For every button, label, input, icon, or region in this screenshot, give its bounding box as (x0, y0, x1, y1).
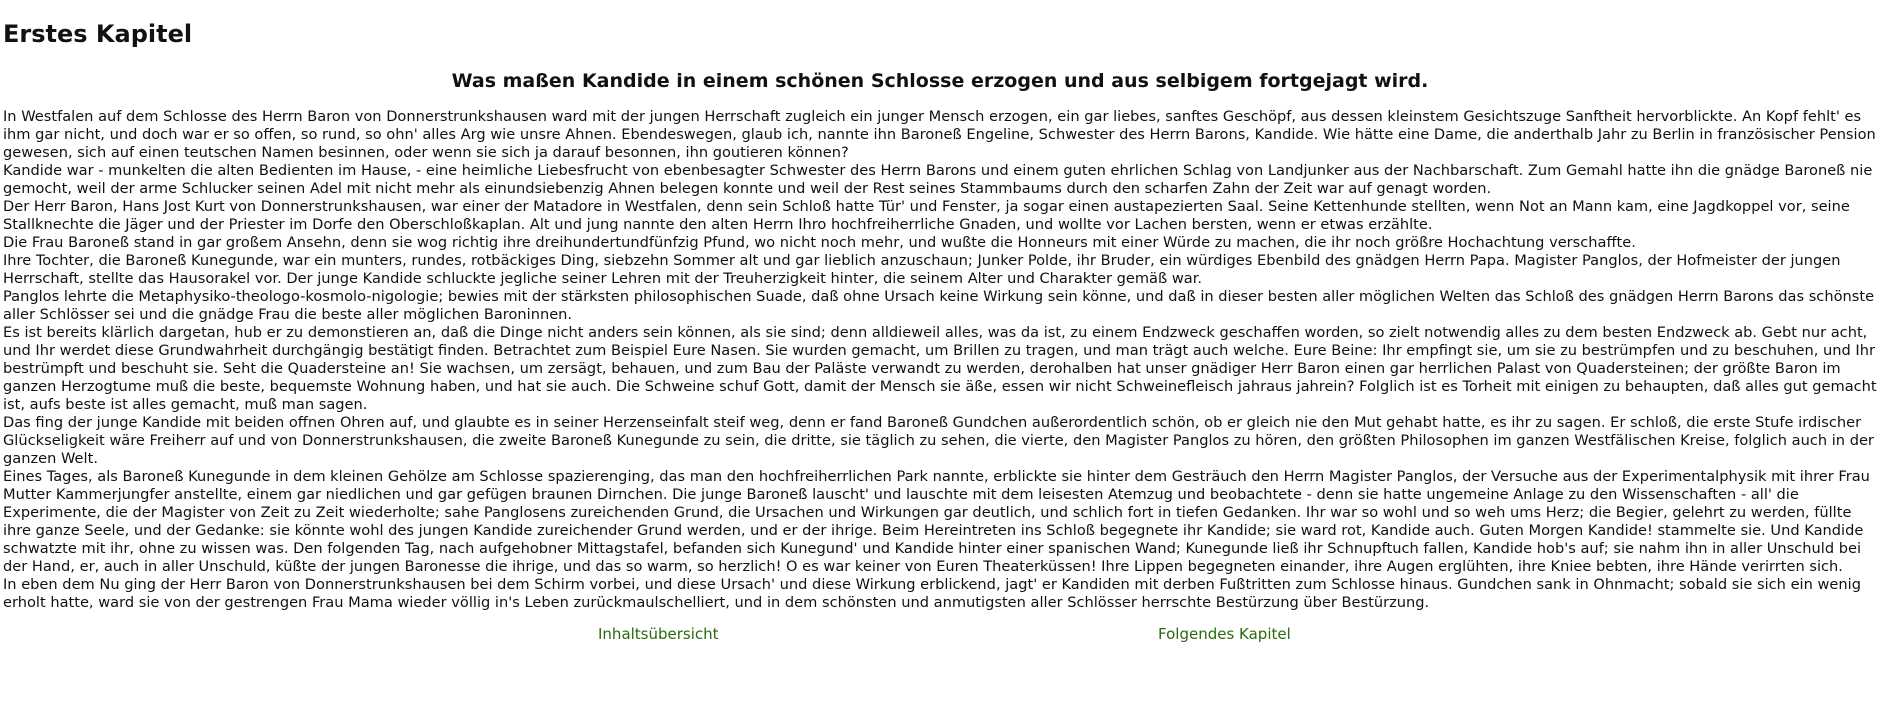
paragraph: Panglos lehrte die Metaphysiko-theologo-kosmolo-nigologie; bewies mit der stärksten philosophischen Suade, daß ohne Ursach keine Wirkung sein könne, und daß in dieser besten aller möglichen Welten das Schloß des gnädgen Herrn Barons das schönste aller Schlösser sei und die gnädge Frau die beste aller möglichen Baroninnen. (3, 288, 1875, 323)
table-of-contents-link[interactable]: Inhaltsübersicht (598, 625, 719, 643)
paragraph: Die Frau Baroneß stand in gar großem Ansehn, denn sie wog richtig ihre dreihundertundfünfzig Pfund, wo nicht noch mehr, und wußte die Honneurs mit einer Würde zu machen, die ihr noch größre Hochachtung verschaffte. (3, 234, 1636, 251)
chapter-subtitle: Was maßen Kandide in einem schönen Schlosse erzogen und aus selbigem fortgejagt wird. (451, 70, 1429, 92)
paragraph: Es ist bereits klärlich dargetan, hub er zu demonstieren an, daß die Dinge nicht anders sein können, als sie sind; denn alldieweil alles, was da ist, zu einem Endzweck geschaffen worden, so zielt notwendig alles zu dem besten Endzweck ab. Gebt nur acht, und Ihr werdet diese Grundwahrheit durchgängig bestätigt finden. Betrachtet zum Beispiel Eure Nasen. Sie wurden gemacht, um Brillen zu tragen, und man trägt auch welche. Eure Beine: Ihr empfingt sie, um sie zu bestrümpfen und zu beschuhen, und Ihr bestrümpft und beschuht sie. Seht die Quadersteine an! Sie wachsen, um zersägt, behauen, und zum Bau der Paläste verwandt zu werden, derohalben hat unser gnädiger Herr Baron einen gar herrlichen Palast von Quadersteinen; der größte Baron im ganzen Herzogtume muß die beste, bequemste Wohnung haben, und hat sie auch. Die Schweine schuf Gott, damit der Mensch sie äße, essen wir nicht Schweinefleisch jahraus jahrein? Folglich ist es Torheit mit einigen zu behaupten, daß alles gut gemacht ist, aufs beste ist alles gemacht, muß man sagen. (3, 324, 1877, 413)
paragraph: Ihre Tochter, die Baroneß Kunegunde, war ein munters, rundes, rotbäckiges Ding, siebzehn Sommer alt und gar lieblich anzuschaun; Junker Polde, ihr Bruder, ein würdiges Ebenbild des gnädgen Herrn Papa. Magister Panglos, der Hofmeister der jungen Herrschaft, stellte das Hausorakel vor. Der junge Kandide schluckte jegliche seiner Lehren mit der Treuherzigkeit hinter, die seinem Alter und Charakter gemäß war. (3, 252, 1841, 287)
paragraph: Das fing der junge Kandide mit beiden offnen Ohren auf, und glaubte es in seiner Herzenseinfalt steif weg, denn er fand Baroneß Gundchen außerordentlich schön, ob er gleich nie den Mut gehabt hatte, es ihr zu sagen. Er schloß, die erste Stufe irdischer Glückseligkeit wäre Freiherr auf und von Donnerstrunkshausen, die zweite Baroneß Kunegunde zu sein, die dritte, sie täglich zu sehen, die vierte, den Magister Panglos zu hören, den größten Philosophen im ganzen Westfälischen Kreise, folglich auch in der ganzen Welt. (3, 414, 1874, 467)
paragraph: In Westfalen auf dem Schlosse des Herrn Baron von Donnerstrunkshausen ward mit der jungen Herrschaft zugleich ein junger Mensch erzogen, ein gar liebes, sanftes Geschöpf, aus dessen kleinstem Gesichtszuge Sanftheit hervorblickte. An Kopf fehlt' es ihm gar nicht, und doch war er so offen, so rund, so ohn' alles Arg wie unsre Ahnen. Ebendeswegen, glaub ich, nannte ihn Baroneß Engeline, Schwester des Herrn Barons, Kandide. Wie hätte eine Dame, die anderthalb Jahr zu Berlin in französischer Pension gewesen, sich auf einen teutschen Namen besinnen, oder wenn sie sich ja darauf besonnen, ihn goutieren können? (3, 108, 1876, 161)
chapter-navigation (3, 625, 1877, 649)
paragraph: In eben dem Nu ging der Herr Baron von Donnerstrunkshausen bei dem Schirm vorbei, und diese Ursach' und diese Wirkung erblickend, jagt' er Kandiden mit derben Fußtritten zum Schlosse hinaus. Gundchen sank in Ohnmacht; sobald sie sich ein wenig erholt hatte, ward sie von der gestrengen Frau Mama wieder völlig in's Leben zurückmaulschelliert, und in dem schönsten und anmutigsten aller Schlösser herrschte Bestürzung über Bestürzung. (3, 576, 1861, 611)
paragraph: Eines Tages, als Baroneß Kunegunde in dem kleinen Gehölze am Schlosse spazierenging, das man den hochfreiherrlichen Park nannte, erblickte sie hinter dem Gesträuch den Herrn Magister Panglos, der Versuche aus der Experimentalphysik mit ihrer Frau Mutter Kammerjungfer anstellte, einem gar niedlichen und gar gefügen braunen Dirnchen. Die junge Baroneß lauscht' und lauschte mit dem leisesten Atemzug und beobachtete - denn sie hatte ungemeine Anlage zu den Wissenschaften - all' die Experimente, die der Magister von Zeit zu Zeit wiederholte; sahe Panglosens zureichenden Grund, die Ursachen und Wirkungen gar deutlich, und schlich fort in tiefen Gedanken. Ihr war so wohl und so weh ums Herz; die Begier, gelehrt zu werden, füllte ihre ganze Seele, und der Gedanke: sie könnte wohl des jungen Kandide zureichender Grund werden, und er der ihrige. Beim Hereintreten ins Schloß begegnete ihr Kandide; sie ward rot, Kandide auch. Guten Morgen Kandide! stammelte sie. Und Kandide schwatzte mit ihr, ohne zu wissen was. Den folgenden Tag, nach aufgehobner Mittagstafel, befanden sich Kunegund' und Kandide hinter einer spanischen Wand; Kunegunde ließ ihr Schnupftuch fallen, Kandide hob's auf; sie nahm ihn in aller Unschuld bei der Hand, er, auch in aller Unschuld, küßte der jungen Baronesse die ihrige, und das so warm, so herzlich! O es war keiner von Euren Theaterküssen! Ihre Lippen begegneten einander, ihre Augen erglühten, ihre Kniee bebten, ihre Hände verirrten sich. (3, 468, 1870, 575)
chapter-body (3, 108, 1877, 612)
paragraph: Kandide war - munkelten die alten Bedienten im Hause, - eine heimliche Liebesfrucht von ebenbesagter Schwester des Herrn Barons und einem guten ehrlichen Schlag von Landjunker aus der Nachbarschaft. Zum Gemahl hatte ihn die gnädge Baroneß nie gemocht, weil der arme Schlucker seinen Adel mit nicht mehr als einundsiebenzig Ahnen belegen konnte und weil der Rest seines Stammbaums durch den scharfen Zahn der Zeit war auf genagt worden. (3, 162, 1873, 197)
paragraph: Der Herr Baron, Hans Jost Kurt von Donnerstrunkshausen, war einer der Matadore in Westfalen, denn sein Schloß hatte Tür' und Fenster, ja sogar einen austapezierten Saal. Seine Kettenhunde stellten, wenn Not an Mann kam, eine Jagdkoppel vor, seine Stallknechte die Jäger und der Priester im Dorfe den Oberschloßkaplan. Alt und jung nannte den alten Herrn Ihro hochfreiherrliche Gnaden, und wollte vor Lachen bersten, wenn er etwas erzählte. (3, 198, 1850, 233)
next-chapter-link[interactable]: Folgendes Kapitel (1158, 625, 1291, 643)
chapter-title: Erstes Kapitel (3, 20, 193, 48)
